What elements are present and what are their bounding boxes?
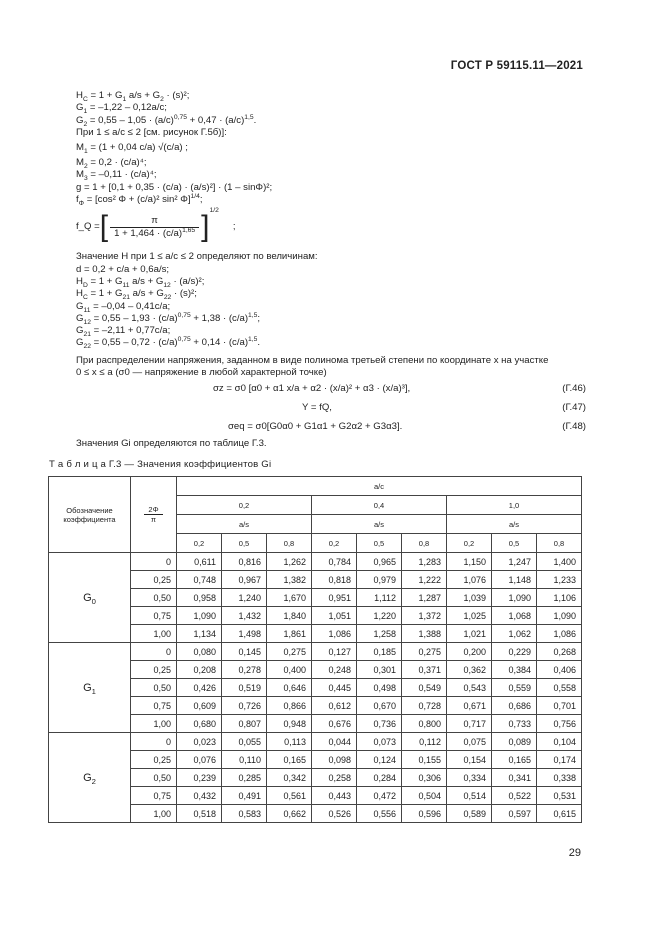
table-cell: 0,671 xyxy=(447,697,492,715)
header-as-value: 0,8 xyxy=(267,534,312,553)
table-cell: 1,240 xyxy=(222,589,267,607)
table-cell: 1,021 xyxy=(447,625,492,643)
table-cell: 1,388 xyxy=(402,625,447,643)
table-cell: 1,076 xyxy=(447,571,492,589)
table-cell: 0,686 xyxy=(492,697,537,715)
formula-m1: $M_1 = (1 + 0,04$ c/a) √(c/a) ; xyxy=(76,142,188,156)
table-cell: 0,055 xyxy=(222,733,267,751)
header-as-value: 0,8 xyxy=(537,534,582,553)
phi-value: 0,75 xyxy=(131,787,177,805)
table-cell: 0,816 xyxy=(222,553,267,571)
equation-g46: σz = σ0 [α0 + α1 x/a + α2 · (x/a)² + α3 · (x/a)³], xyxy=(213,383,411,394)
formula-line-a-2: $G_2 = 0,55 - 1,05 \cdot (a/c)^{0,75} + 0,47 \cdot (a/c)^{1,5}$. xyxy=(76,113,257,128)
table-cell: 0,080 xyxy=(177,643,222,661)
table-cell: 0,098 xyxy=(312,751,357,769)
table-cell: 1,222 xyxy=(402,571,447,589)
formula-lines-b xyxy=(76,157,586,206)
document-header: ГОСТ Р 59115.11—2021 xyxy=(450,60,583,72)
formula-line-c-7: $G_{22} = 0,55 - 0,72 \cdot (c/a)^{0,75} + 0,14 \cdot (c/a)^{1,5}$. xyxy=(76,336,261,351)
table-cell: 0,646 xyxy=(267,679,312,697)
phi-value: 1,00 xyxy=(131,715,177,733)
table-cell: 0,285 xyxy=(222,769,267,787)
phi-value: 1,00 xyxy=(131,805,177,823)
coefficients-table xyxy=(48,476,582,823)
table-cell: 1,090 xyxy=(537,607,582,625)
paragraph-gi: Значения Gi определяются по таблице Г.3. xyxy=(76,438,267,449)
table-cell: 1,382 xyxy=(267,571,312,589)
table-cell: 0,275 xyxy=(267,643,312,661)
table-cell: 1,086 xyxy=(312,625,357,643)
table-cell: 0,306 xyxy=(402,769,447,787)
table-cell: 0,491 xyxy=(222,787,267,805)
header-as-label: a/s xyxy=(177,515,312,534)
header-phi-den: π xyxy=(150,515,157,524)
table-cell: 0,965 xyxy=(357,553,402,571)
formula-lines-a xyxy=(76,90,586,139)
paragraph-stress-line1: При распределении напряжения, заданном в виде полинома третьей степени по координате x на участке xyxy=(76,355,549,366)
header-ac-value: 0,2 xyxy=(177,496,312,515)
table-cell: 1,233 xyxy=(537,571,582,589)
table-cell: 0,112 xyxy=(402,733,447,751)
table-cell: 0,044 xyxy=(312,733,357,751)
header-as-label: a/s xyxy=(447,515,582,534)
table-cell: 0,229 xyxy=(492,643,537,661)
phi-value: 0 xyxy=(131,733,177,751)
equation-g48: σeq = σ0[G0α0 + G1α1 + G2α2 + G3α3]. xyxy=(228,421,403,432)
table-cell: 1,432 xyxy=(222,607,267,625)
header-coefficient: Обозначение коэффициента xyxy=(49,477,131,553)
table-cell: 0,756 xyxy=(537,715,582,733)
table-cell: 0,154 xyxy=(447,751,492,769)
header-phi-num: 2Φ xyxy=(144,505,162,515)
table-cell: 0,110 xyxy=(222,751,267,769)
table-cell: 0,519 xyxy=(222,679,267,697)
table-cell: 0,334 xyxy=(447,769,492,787)
phi-value: 1,00 xyxy=(131,625,177,643)
table-cell: 1,258 xyxy=(357,625,402,643)
header-as-value: 0,5 xyxy=(492,534,537,553)
table-cell: 0,432 xyxy=(177,787,222,805)
table-cell: 0,531 xyxy=(537,787,582,805)
table-cell: 0,967 xyxy=(222,571,267,589)
table-cell: 0,400 xyxy=(267,661,312,679)
table-cell: 0,680 xyxy=(177,715,222,733)
table-cell: 1,090 xyxy=(177,607,222,625)
table-cell: 0,073 xyxy=(357,733,402,751)
table-cell: 0,445 xyxy=(312,679,357,697)
table-cell: 0,023 xyxy=(177,733,222,751)
table-cell: 0,733 xyxy=(492,715,537,733)
table-cell: 0,717 xyxy=(447,715,492,733)
formula-line-a-3: При 1 ≤ a/c ≤ 2 [см. рисунок Г.5б)]: xyxy=(76,126,227,138)
bracket-right: ] xyxy=(201,210,210,244)
table-cell: 1,051 xyxy=(312,607,357,625)
formula-block xyxy=(76,90,586,350)
table-cell: 0,701 xyxy=(537,697,582,715)
table-cell: 0,800 xyxy=(402,715,447,733)
table-cell: 0,239 xyxy=(177,769,222,787)
table-cell: 0,208 xyxy=(177,661,222,679)
formula-line-a-0: $H_C = 1 + G_1$ $a/s + G_2 \cdot (s)^2$; xyxy=(76,90,190,103)
table-cell: 1,086 xyxy=(537,625,582,643)
table-cell: 0,278 xyxy=(222,661,267,679)
phi-value: 0,50 xyxy=(131,589,177,607)
fq-fraction xyxy=(110,215,199,241)
table-cell: 0,514 xyxy=(447,787,492,805)
table-cell: 1,262 xyxy=(267,553,312,571)
table-cell: 0,443 xyxy=(312,787,357,805)
table-cell: 0,341 xyxy=(492,769,537,787)
table-cell: 0,748 xyxy=(177,571,222,589)
table-cell: 0,609 xyxy=(177,697,222,715)
table-cell: 0,426 xyxy=(177,679,222,697)
table-cell: 0,104 xyxy=(537,733,582,751)
header-phi xyxy=(131,477,177,553)
table-cell: 0,384 xyxy=(492,661,537,679)
table-cell: 0,556 xyxy=(357,805,402,823)
phi-value: 0,25 xyxy=(131,661,177,679)
fq-lhs: f_Q = xyxy=(76,221,100,233)
table-cell: 0,275 xyxy=(402,643,447,661)
table-cell: 0,258 xyxy=(312,769,357,787)
table-cell: 0,728 xyxy=(402,697,447,715)
equation-g47: Y = fQ, xyxy=(302,402,332,413)
formula-line-c-4: $G_{11} = -0,04 - 0,41c/a$; xyxy=(76,300,171,314)
formula-line-b-3: $f_\Phi = [\cos^2$ Φ + (c/a)² sin² Φ]$^{1/4}$; xyxy=(76,192,203,207)
formula-line-c-6: $G_{21} = -2,11 + 0,77c/a$; xyxy=(76,325,171,339)
equation-number-g46: (Г.46) xyxy=(562,383,586,394)
header-as-value: 0,5 xyxy=(357,534,402,553)
phi-value: 0 xyxy=(131,643,177,661)
table-cell: 0,145 xyxy=(222,643,267,661)
table-cell: 0,089 xyxy=(492,733,537,751)
table-cell: 1,090 xyxy=(492,589,537,607)
table-cell: 0,589 xyxy=(447,805,492,823)
header-ac-value: 0,4 xyxy=(312,496,447,515)
table-cell: 0,726 xyxy=(222,697,267,715)
table-cell: 0,362 xyxy=(447,661,492,679)
table-cell: 0,127 xyxy=(312,643,357,661)
formula-line-c-5: $G_{12} = 0,55 - 1,93 \cdot (c/a)^{0,75} + 1,38 \cdot (c/a)^{1,5}$; xyxy=(76,311,261,326)
phi-value: 0,50 xyxy=(131,679,177,697)
formula-line-a-1: $G_1 = -1,22 - 0,12a/c$; xyxy=(76,102,167,116)
table-cell: 0,338 xyxy=(537,769,582,787)
table-cell: 0,076 xyxy=(177,751,222,769)
header-ac-value: 1,0 xyxy=(447,496,582,515)
phi-value: 0,25 xyxy=(131,571,177,589)
header-as-value: 0,2 xyxy=(447,534,492,553)
table-cell: 1,400 xyxy=(537,553,582,571)
table-cell: 0,526 xyxy=(312,805,357,823)
table-cell: 0,612 xyxy=(312,697,357,715)
table-cell: 0,155 xyxy=(402,751,447,769)
table-cell: 1,106 xyxy=(537,589,582,607)
phi-value: 0 xyxy=(131,553,177,571)
table-cell: 1,150 xyxy=(447,553,492,571)
table-cell: 0,268 xyxy=(537,643,582,661)
table-cell: 0,284 xyxy=(357,769,402,787)
table-cell: 0,561 xyxy=(267,787,312,805)
table-cell: 0,504 xyxy=(402,787,447,805)
table-cell: 0,559 xyxy=(492,679,537,697)
table-cell: 0,670 xyxy=(357,697,402,715)
phi-value: 0,50 xyxy=(131,769,177,787)
phi-value: 0,25 xyxy=(131,751,177,769)
table-cell: 1,025 xyxy=(447,607,492,625)
table-cell: 1,840 xyxy=(267,607,312,625)
table-cell: 1,247 xyxy=(492,553,537,571)
table-cell: 0,406 xyxy=(537,661,582,679)
header-ac-label: a/c xyxy=(177,477,582,496)
fq-numerator: π xyxy=(110,215,199,228)
table-cell: 0,736 xyxy=(357,715,402,733)
coefficient-name: $G_0$ xyxy=(49,553,131,643)
table-cell: 0,662 xyxy=(267,805,312,823)
table-cell: 0,165 xyxy=(492,751,537,769)
table-cell: 1,861 xyxy=(267,625,312,643)
table-cell: 0,866 xyxy=(267,697,312,715)
table-cell: 0,597 xyxy=(492,805,537,823)
table-cell: 1,287 xyxy=(402,589,447,607)
equation-number-g47: (Г.47) xyxy=(562,402,586,413)
table-cell: 1,112 xyxy=(357,589,402,607)
bracket-left: [ xyxy=(99,210,109,244)
table-cell: 0,596 xyxy=(402,805,447,823)
table-cell: 0,549 xyxy=(402,679,447,697)
paragraph-stress-line2: 0 ≤ x ≤ a (σ0 — напряжение в любой характерной точке) xyxy=(76,367,327,378)
table-cell: 0,958 xyxy=(177,589,222,607)
formula-line-c-0: Значение H при 1 ≤ a/c ≤ 2 определяют по величинам: xyxy=(76,251,318,263)
header-as-value: 0,5 xyxy=(222,534,267,553)
table-cell: 0,185 xyxy=(357,643,402,661)
table-cell: 0,951 xyxy=(312,589,357,607)
header-as-value: 0,2 xyxy=(312,534,357,553)
header-as-value: 0,8 xyxy=(402,534,447,553)
table-row xyxy=(49,643,582,661)
table-cell: 0,371 xyxy=(402,661,447,679)
table-cell: 0,615 xyxy=(537,805,582,823)
table-cell: 0,301 xyxy=(357,661,402,679)
table-cell: 0,807 xyxy=(222,715,267,733)
table-cell: 0,472 xyxy=(357,787,402,805)
table-cell: 1,220 xyxy=(357,607,402,625)
formula-line-c-3: $H_C = 1 + G_{21}$ $a/s + G_{22} \cdot (s)^2$; xyxy=(76,288,197,302)
table-cell: 1,039 xyxy=(447,589,492,607)
table-cell: 0,676 xyxy=(312,715,357,733)
table-cell: 0,818 xyxy=(312,571,357,589)
header-as-label: a/s xyxy=(312,515,447,534)
table-cell: 0,113 xyxy=(267,733,312,751)
table-caption: Т а б л и ц а Г.3 — Значения коэффициентов Gi xyxy=(49,459,272,470)
table-cell: 1,148 xyxy=(492,571,537,589)
paragraph-stress xyxy=(76,355,586,378)
formula-fq: f_Q = [ $\frac{\pi}{1 + 1,464 \cdot (c/a)^{1,65}}$ ] 1/2 ; xyxy=(76,207,236,244)
table-cell: 0,518 xyxy=(177,805,222,823)
table-cell: 0,498 xyxy=(357,679,402,697)
table-cell: 0,200 xyxy=(447,643,492,661)
table-cell: 0,522 xyxy=(492,787,537,805)
table-cell: 0,558 xyxy=(537,679,582,697)
formula-line-b-2: g = 1 + [0,1 + 0,35 · (c/a) · (a/s)²] · (1 – sinΦ)²; xyxy=(76,181,273,193)
fq-tail: ; xyxy=(232,221,236,233)
page-number: 29 xyxy=(568,847,581,859)
table-cell: 0,784 xyxy=(312,553,357,571)
formula-line-b-0: $M_2 = 0,2 \cdot (c/a)^4$; xyxy=(76,157,147,171)
formula-lines-c xyxy=(76,251,586,349)
formula-line-c-1: d = 0,2 + c/a + 0,6a/s; xyxy=(76,263,170,275)
phi-value: 0,75 xyxy=(131,607,177,625)
table-cell: 0,342 xyxy=(267,769,312,787)
table-cell: 0,543 xyxy=(447,679,492,697)
table-cell: 0,948 xyxy=(267,715,312,733)
table-row xyxy=(49,733,582,751)
table-cell: 0,165 xyxy=(267,751,312,769)
table-cell: 0,248 xyxy=(312,661,357,679)
table-cell: 0,979 xyxy=(357,571,402,589)
fq-denominator: $1 + 1,464 \cdot (c/a)^{1,65}$ xyxy=(114,226,196,239)
table-cell: 0,174 xyxy=(537,751,582,769)
table-cell: 1,283 xyxy=(402,553,447,571)
table-cell: 0,611 xyxy=(177,553,222,571)
table-cell: 1,498 xyxy=(222,625,267,643)
table-cell: 0,075 xyxy=(447,733,492,751)
formula-line-b-1: $M_3 = -0,11 \cdot (c/a)^4$; xyxy=(76,169,157,183)
coefficient-name: $G_1$ xyxy=(49,643,131,733)
table-cell: 1,134 xyxy=(177,625,222,643)
table-cell: 1,670 xyxy=(267,589,312,607)
table-cell: 1,068 xyxy=(492,607,537,625)
header-as-value: 0,2 xyxy=(177,534,222,553)
table-row xyxy=(49,553,582,571)
table-cell: 1,372 xyxy=(402,607,447,625)
coefficient-name: $G_2$ xyxy=(49,733,131,823)
formula-line-c-2: $H_D = 1 + G_{11}$ $a/s + G_{12} \cdot (a/s)^2$; xyxy=(76,275,205,289)
table-cell: 1,062 xyxy=(492,625,537,643)
phi-value: 0,75 xyxy=(131,697,177,715)
equation-number-g48: (Г.48) xyxy=(562,421,586,432)
table-cell: 0,124 xyxy=(357,751,402,769)
table-cell: 0,583 xyxy=(222,805,267,823)
